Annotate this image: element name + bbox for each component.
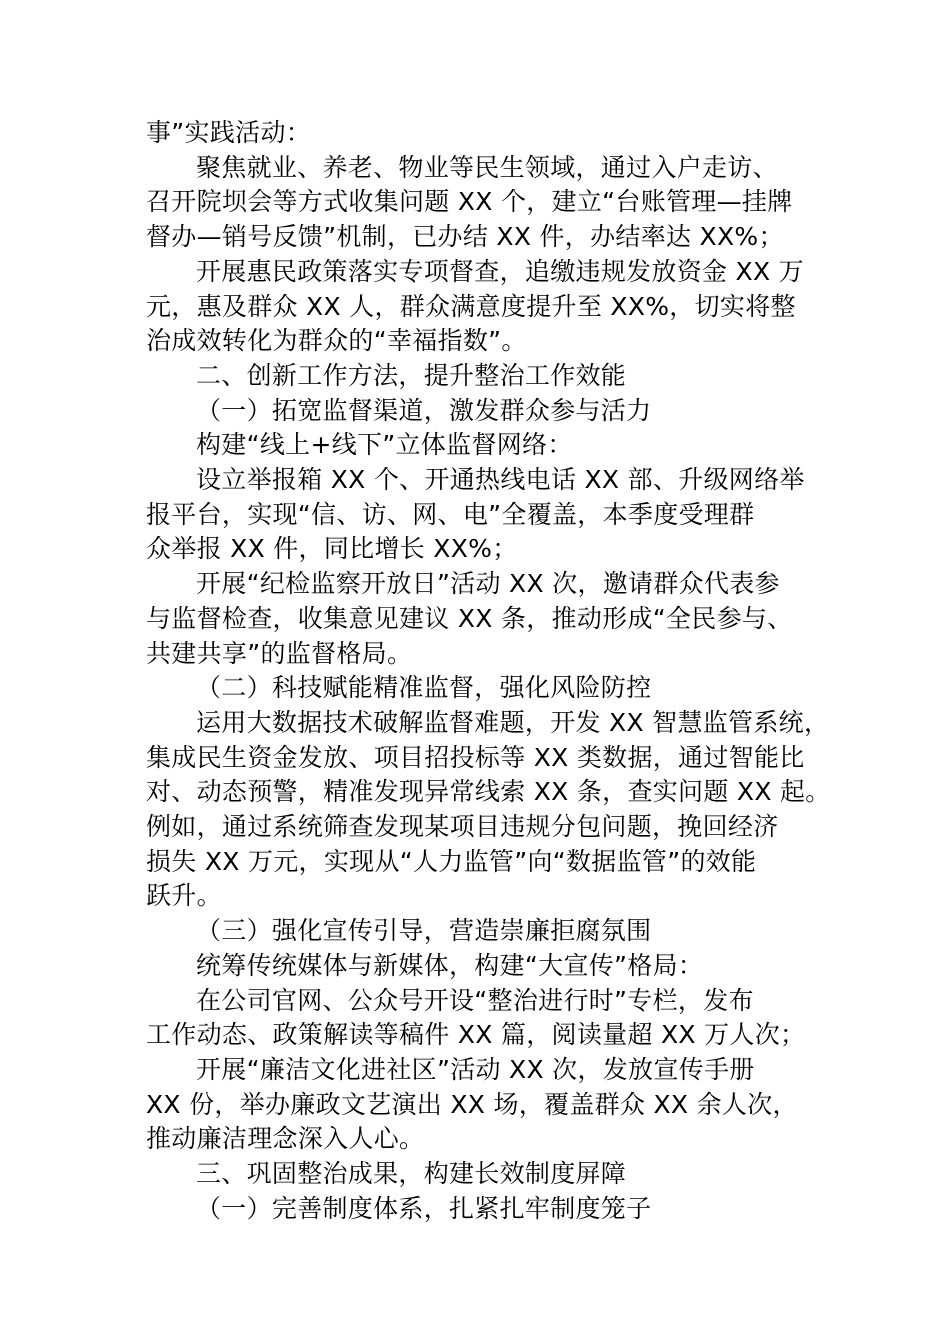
text-line: 集成民生资金发放、项目招投标等 XX 类数据，通过智能比: [146, 742, 805, 772]
text-line: 共建共享”的监督格局。: [146, 638, 413, 668]
text-line: 推动廉洁理念深入人心。: [146, 1124, 425, 1154]
text-line: 开展“纪检监察开放日”活动 XX 次，邀请群众代表参: [196, 569, 780, 599]
text-line: （一）拓宽监督渠道，激发群众参与活力: [196, 395, 652, 425]
text-line: 工作动态、政策解读等稿件 XX 篇，阅读量超 XX 万人次；: [146, 1020, 806, 1050]
text-line: 构建“线上+线下”立体监督网络：: [196, 430, 573, 460]
text-line: 跃升。: [146, 881, 222, 911]
text-line: 开展惠民政策落实专项督查，追缴违规发放资金 XX 万: [196, 256, 804, 286]
text-line: 聚焦就业、养老、物业等民生领域，通过入户走访、: [196, 152, 778, 182]
text-line: 损失 XX 万元，实现从“人力监管”向“数据监管”的效能: [146, 846, 757, 876]
text-line: XX 份，举办廉政文艺演出 XX 场，覆盖群众 XX 余人次，: [146, 1089, 798, 1119]
text-line: 在公司官网、公众号开设“整治进行时”专栏，发布: [196, 985, 754, 1015]
text-line: 事”实践活动：: [146, 118, 312, 147]
text-line: 元，惠及群众 XX 人，群众满意度提升至 XX%，切实将整: [146, 291, 796, 321]
text-line: 开展“廉洁文化进社区”活动 XX 次，发放宣传手册: [196, 1054, 755, 1084]
text-line: 报平台，实现“信、访、网、电”全覆盖，本季度受理群: [146, 499, 755, 529]
text-line: 与监督检查，收集意见建议 XX 条，推动形成“全民参与、: [146, 603, 793, 633]
text-line: 统筹传统媒体与新媒体，构建“大宣传”格局：: [196, 950, 704, 980]
text-line: 治成效转化为群众的“幸福指数”。: [146, 326, 527, 356]
text-line: 对、动态预警，精准发现异常线索 XX 条，查实问题 XX 起。: [146, 777, 831, 807]
text-line: （三）强化宣传引导，营造崇廉拒腐氛围: [196, 916, 652, 946]
text-line: 设立举报箱 XX 个、开通热线电话 XX 部、升级网络举: [196, 465, 805, 495]
text-line: 督办—销号反馈”机制，已办结 XX 件，办结率达 XX%；: [146, 222, 784, 252]
text-line: 二、创新工作方法，提升整治工作效能: [196, 360, 627, 390]
text-line: 三、巩固整治成果，构建长效制度屏障: [196, 1159, 627, 1189]
text-line: 运用大数据技术破解监督难题，开发 XX 智慧监管系统，: [196, 707, 830, 737]
text-line: （二）科技赋能精准监督，强化风险防控: [196, 673, 652, 703]
text-line: 例如，通过系统筛查发现某项目违规分包问题，挽回经济: [146, 812, 779, 842]
document-body: [146, 116, 831, 1227]
text-line: （一）完善制度体系，扎紧扎牢制度笼子: [196, 1193, 652, 1223]
text-line: 众举报 XX 件，同比增长 XX%；: [146, 534, 518, 564]
text-line: 召开院坝会等方式收集问题 XX 个，建立“台账管理—挂牌: [146, 187, 793, 217]
